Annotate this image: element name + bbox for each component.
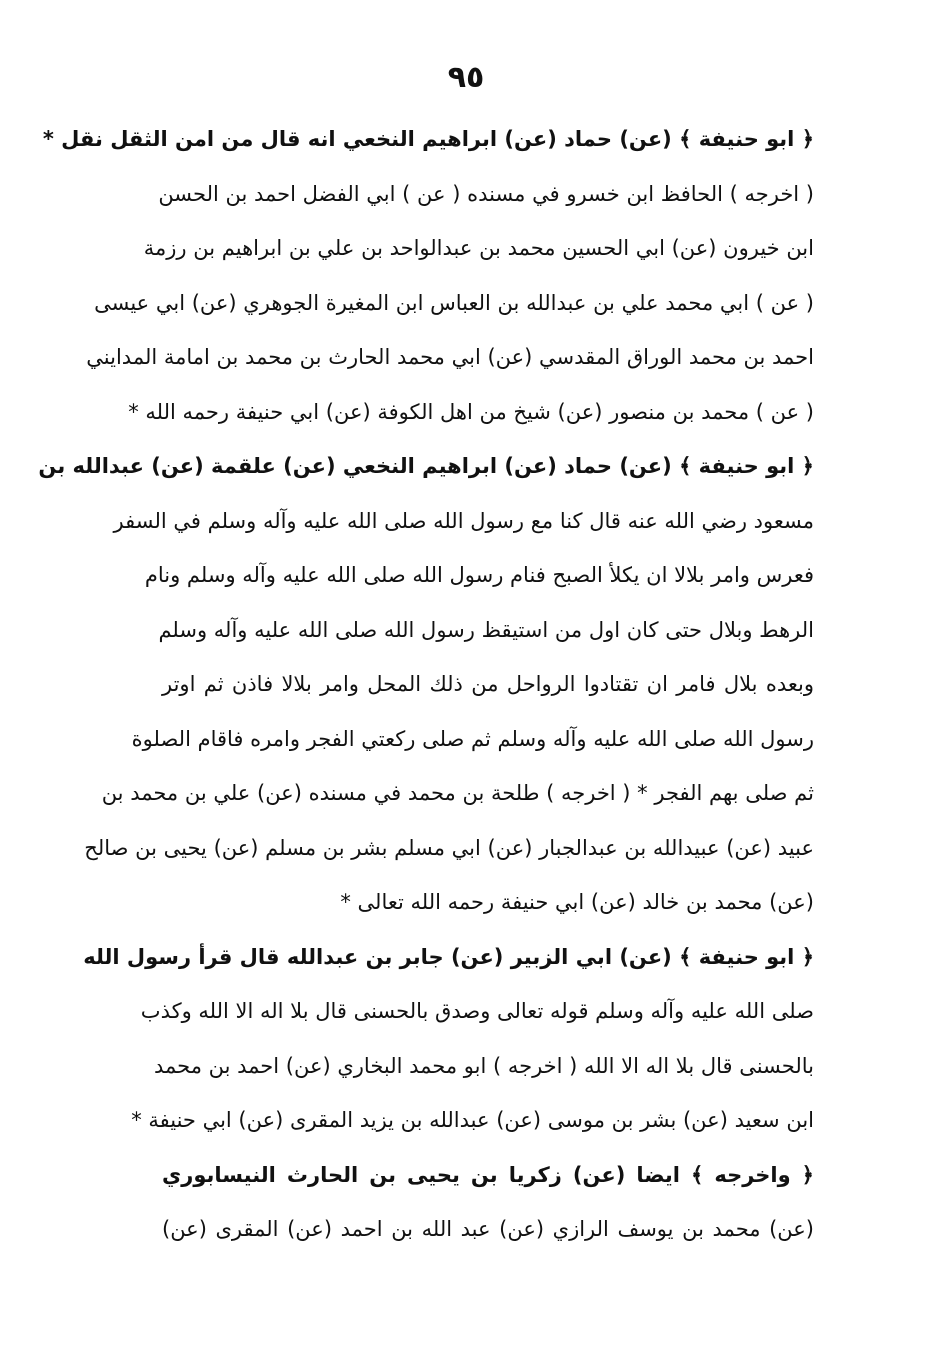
text-line: صلى الله عليه وآله وسلم قوله تعالى وصدق بالحسنى قال بلا اله الا الله وكذب <box>140 999 814 1023</box>
text-line: ابن سعيد (عن) بشر بن موسى (عن) عبدالله بن يزيد المقرى (عن) ابي حنيفة * <box>131 1108 814 1132</box>
text-line: بالحسنى قال بلا اله الا الله ( اخرجه ) ابو محمد البخاري (عن) احمد بن محمد <box>153 1053 814 1078</box>
text-line: ( عن ) ابي محمد علي بن عبدالله بن العباس ابن المغيرة الجوهري (عن) ابي عيسى <box>94 290 814 315</box>
text-line: ﴿ ابو حنيفة ﴾ (عن) حماد (عن) ابراهيم النخعي (عن) علقمة (عن) عبدالله بن <box>38 454 814 478</box>
text-line: ( اخرجه ) الحافظ ابن خسرو في مسنده ( عن ) ابي الفضل احمد بن الحسن <box>158 181 814 206</box>
text-line: فعرس وامر بلالا ان يكلأ الصبح فنام رسول الله صلى الله عليه وآله وسلم ونام <box>144 563 814 587</box>
text-line: ابن خيرون (عن) ابي الحسين محمد بن عبدالواحد بن علي بن ابراهيم بن رزمة <box>143 236 814 260</box>
text-line: عبيد (عن) عبيدالله بن عبدالجبار (عن) ابي مسلم بشر بن مسلم (عن) يحيى بن صالح <box>84 835 814 860</box>
text-line: (عن) محمد بن يوسف الرازي (عن) عبد الله بن احمد (عن) المقرى (عن) <box>162 1217 814 1241</box>
text-line: احمد بن محمد الوراق المقدسي (عن) ابي محمد الحارث بن محمد بن امامة المدايني <box>86 345 814 369</box>
text-line: ﴿ ابو حنيفة ﴾ (عن) ابي الزبير (عن) جابر بن عبدالله قال قرأ رسول الله <box>83 944 814 969</box>
text-line: مسعود رضي الله عنه قال كنا مع رسول الله صلى الله عليه وآله وسلم في السفر <box>113 508 814 533</box>
text-line: رسول الله صلى الله عليه وآله وسلم ثم صلى ركعتي الفجر وامره فاقام الصلوة <box>131 726 814 751</box>
text-body <box>38 112 814 1257</box>
text-line: ﴿ واخرجه ﴾ ايضا (عن) زكريا بن يحيى بن الحارث النيسابوري <box>162 1162 814 1187</box>
text-line: (عن) محمد بن خالد (عن) ابي حنيفة رحمه الله تعالى * <box>340 890 814 914</box>
text-line: الرهط وبلال حتى كان اول من استيقظ رسول الله صلى الله عليه وآله وسلم <box>158 617 814 642</box>
text-line: وبعده بلال فامر ان تقتادوا الرواحل من ذلك المحل وامر بلالا فاذن ثم اوتر <box>162 672 814 696</box>
text-line: ثم صلى بهم الفجر * ( اخرجه ) طلحة بن محمد في مسنده (عن) علي بن محمد بن <box>101 781 814 805</box>
text-line: ﴿ ابو حنيفة ﴾ (عن) حماد (عن) ابراهيم النخعي انه قال من امن الثقل نقل * <box>42 127 814 151</box>
page-number: ٩٥ <box>447 60 485 95</box>
text-line: ( عن ) محمد بن منصور (عن) شيخ من اهل الكوفة (عن) ابي حنيفة رحمه الله * <box>128 399 814 424</box>
